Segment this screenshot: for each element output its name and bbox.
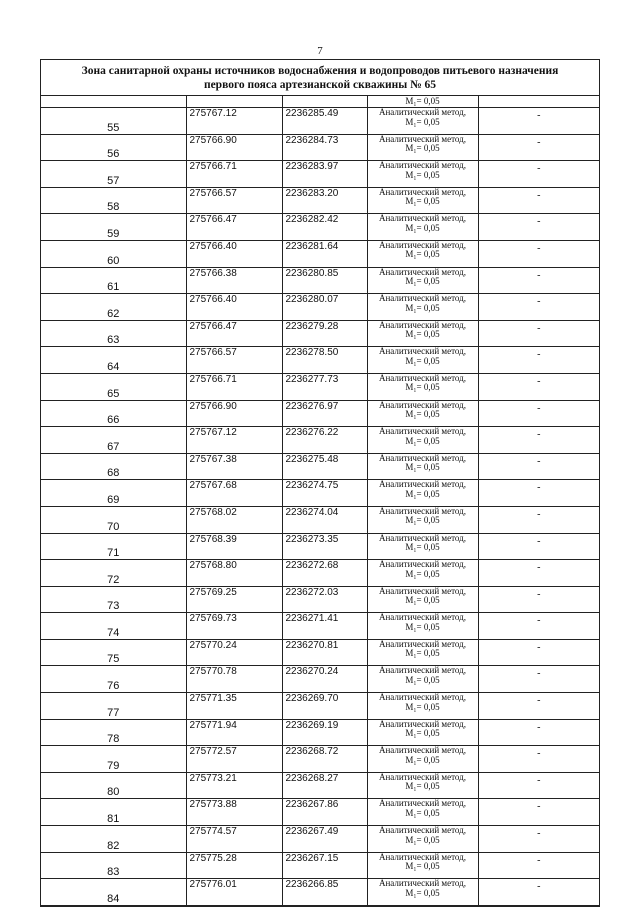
value-cell: - [478,560,599,587]
document-sheet [40,59,600,907]
coordinate-x: 275766.90 [186,400,282,427]
method-value: M₁= 0,05 [405,807,440,818]
table-row [41,852,599,879]
table-row [41,533,599,560]
coordinate-y: 2236273.35 [282,533,367,560]
method-name: Аналитический метод, [378,372,467,383]
method-value: M₁= 0,05 [405,861,440,872]
method-cell [367,240,478,267]
method-value: M₁= 0,05 [405,781,440,792]
coordinate-x: 275773.21 [186,772,282,799]
table-row [41,480,599,507]
method-name: Аналитический метод, [378,346,467,357]
table-row [41,294,599,321]
coordinate-y: 2236280.85 [282,267,367,294]
point-number: 77 [41,693,186,720]
value-cell: - [478,187,599,214]
table-row [41,134,599,161]
method-value: M₁= 0,05 [405,329,440,340]
coordinate-x: 275768.39 [186,533,282,560]
method-name: Аналитический метод, [378,745,467,756]
cell-empty [478,96,599,108]
value-cell: - [478,799,599,826]
method-cell [367,586,478,613]
method-name: Аналитический метод, [378,452,467,463]
method-name: Аналитический метод, [378,293,467,304]
coordinate-y: 2236272.03 [282,586,367,613]
method-name: Аналитический метод, [378,399,467,410]
value-cell: - [478,108,599,135]
method-cell [367,453,478,480]
method-cell [367,719,478,746]
method-value: M₁= 0,05 [405,754,440,765]
method-cell [367,693,478,720]
method-name: Аналитический метод, [378,718,467,729]
value-cell: - [478,161,599,188]
coordinate-y: 2236272.68 [282,560,367,587]
table-row [41,453,599,480]
coordinate-x: 275766.71 [186,373,282,400]
value-cell: - [478,480,599,507]
coordinate-x: 275766.57 [186,187,282,214]
coordinate-x: 275770.24 [186,639,282,666]
point-number: 58 [41,187,186,214]
table-row [41,879,599,906]
method-cell [367,427,478,454]
coordinate-x: 275768.02 [186,506,282,533]
value-cell: - [478,214,599,241]
method-value: M₁= 0,05 [405,355,440,366]
method-name: Аналитический метод, [378,559,467,570]
method-value: M₁= 0,05 [405,515,440,526]
method-value: M₁= 0,05 [405,169,440,180]
method-cell [367,134,478,161]
coordinate-y: 2236266.85 [282,879,367,906]
coordinate-x: 275775.28 [186,852,282,879]
method-name: Аналитический метод, [378,266,467,277]
method-name: Аналитический метод, [378,771,467,782]
point-number: 60 [41,240,186,267]
point-number: 57 [41,161,186,188]
value-cell: - [478,347,599,374]
coordinate-y: 2236270.24 [282,666,367,693]
point-number: 59 [41,214,186,241]
coordinate-x: 275766.57 [186,347,282,374]
method-name: Аналитический метод, [378,585,467,596]
coordinate-x: 275766.47 [186,320,282,347]
coordinate-x: 275770.78 [186,666,282,693]
coordinate-x: 275767.12 [186,427,282,454]
method-value: M₁= 0,05 [405,728,440,739]
point-number: 64 [41,347,186,374]
table-row [41,639,599,666]
coordinate-y: 2236267.86 [282,799,367,826]
method-cell [367,480,478,507]
method-cell [367,772,478,799]
value-cell: - [478,134,599,161]
value-cell: - [478,693,599,720]
coordinate-y: 2236274.75 [282,480,367,507]
method-cell [367,506,478,533]
point-number: 69 [41,480,186,507]
value-cell: - [478,400,599,427]
method-value: M₁= 0,05 [405,222,440,233]
method-name: Аналитический метод, [378,692,467,703]
method-name: Аналитический метод, [378,426,467,437]
coordinate-y: 2236283.97 [282,161,367,188]
table-row [41,693,599,720]
value-cell: - [478,879,599,906]
method-cell [367,187,478,214]
method-value: M₁= 0,05 [405,648,440,659]
method-cell [367,639,478,666]
method-value: M₁= 0,05 [405,435,440,446]
method-name: Аналитический метод, [378,638,467,649]
method-cell [367,533,478,560]
coordinate-y: 2236271.41 [282,613,367,640]
value-cell: - [478,772,599,799]
coordinate-y: 2236278.50 [282,347,367,374]
table-row [41,373,599,400]
method-name: Аналитический метод, [378,851,467,862]
method-cell [367,613,478,640]
method-name: Аналитический метод, [378,107,467,117]
point-number: 82 [41,826,186,853]
method-cell [367,347,478,374]
point-number: 68 [41,453,186,480]
coordinate-y: 2236276.97 [282,400,367,427]
coordinate-y: 2236274.04 [282,506,367,533]
value-cell: - [478,267,599,294]
table-row [41,586,599,613]
coordinate-x: 275769.25 [186,586,282,613]
method-value: M₁= 0,05 [405,568,440,579]
method-value: M₁= 0,05 [405,834,440,845]
coordinates-table [41,96,599,906]
coordinate-y: 2236267.15 [282,852,367,879]
coordinate-y: 2236267.49 [282,826,367,853]
coordinate-x: 275767.38 [186,453,282,480]
coordinate-y: 2236276.22 [282,427,367,454]
method-value: M₁= 0,05 [405,595,440,606]
coordinate-y: 2236284.73 [282,134,367,161]
method-name: Аналитический метод, [378,505,467,516]
method-value: M₁= 0,05 [405,382,440,393]
coordinate-y: 2236275.48 [282,453,367,480]
value-cell: - [478,453,599,480]
method-value: M₁= 0,05 [405,409,440,420]
method-value: M₁= 0,05 [405,302,440,313]
point-number: 55 [41,108,186,135]
coordinate-y: 2236285.49 [282,108,367,135]
table-row [41,240,599,267]
table-row [41,267,599,294]
value-cell: - [478,719,599,746]
value-cell: - [478,826,599,853]
method-value: M₁= 0,05 [405,143,440,154]
point-number: 66 [41,400,186,427]
method-cell [367,373,478,400]
table-row [41,347,599,374]
table-row [41,772,599,799]
method-cell [367,746,478,773]
value-cell: - [478,852,599,879]
method-cell [367,214,478,241]
method-cell [367,320,478,347]
point-number: 63 [41,320,186,347]
coordinate-x: 275771.94 [186,719,282,746]
method-cell [367,666,478,693]
table-row [41,427,599,454]
coordinate-y: 2236270.81 [282,639,367,666]
method-name: Аналитический метод, [378,878,467,889]
cell-empty [282,96,367,108]
method-cell [367,879,478,906]
method-cell [367,294,478,321]
table-row [41,214,599,241]
method-name: Аналитический метод, [378,186,467,197]
point-number: 70 [41,506,186,533]
point-number: 61 [41,267,186,294]
point-number: 84 [41,879,186,906]
value-cell: - [478,240,599,267]
coordinate-x: 275774.57 [186,826,282,853]
table-row [41,320,599,347]
coordinate-y: 2236269.19 [282,719,367,746]
method-name: Аналитический метод, [378,532,467,543]
table-row [41,826,599,853]
value-cell: - [478,533,599,560]
method-value: M₁= 0,05 [405,488,440,499]
method-value: M₁= 0,05 [405,462,440,473]
point-number: 76 [41,666,186,693]
coordinate-y: 2236277.73 [282,373,367,400]
table-row [41,746,599,773]
point-number: 71 [41,533,186,560]
point-number: 56 [41,134,186,161]
coordinate-x: 275768.80 [186,560,282,587]
point-number: 65 [41,373,186,400]
coordinate-y: 2236279.28 [282,320,367,347]
point-number: 74 [41,613,186,640]
value-cell: - [478,294,599,321]
method-name: Аналитический метод, [378,213,467,224]
method-name: Аналитический метод, [378,319,467,330]
method-value: M₁= 0,05 [405,276,440,287]
method-cell [367,400,478,427]
point-number: 79 [41,746,186,773]
value-cell: - [478,320,599,347]
method-name: Аналитический метод, [378,479,467,490]
table-row [41,719,599,746]
page-number: 7 [317,45,323,57]
method-name: Аналитический метод, [378,665,467,676]
method-cell [367,826,478,853]
coordinate-x: 275766.47 [186,214,282,241]
point-number: 80 [41,772,186,799]
method-value: M₁= 0,05 [405,674,440,685]
method-name: Аналитический метод, [378,798,467,809]
point-number: 73 [41,586,186,613]
table-row [41,560,599,587]
value-cell: - [478,506,599,533]
point-number: 72 [41,560,186,587]
coordinate-x: 275773.88 [186,799,282,826]
point-number: 75 [41,639,186,666]
continued-method-cell: M₁= 0,05 [367,96,478,108]
point-number: 81 [41,799,186,826]
table-title [41,60,599,96]
table-row [41,506,599,533]
method-value: M₁= 0,05 [405,196,440,207]
method-cell [367,108,478,135]
value-cell: - [478,427,599,454]
table-row [41,187,599,214]
method-name: Аналитический метод, [378,612,467,623]
value-cell: - [478,746,599,773]
table-row [41,613,599,640]
title-line-2: первого пояса артезианской скважины № 65 [203,79,437,91]
coordinate-x: 275776.01 [186,879,282,906]
coordinate-x: 275767.12 [186,108,282,135]
point-number: 78 [41,719,186,746]
table-row [41,400,599,427]
point-number: 62 [41,294,186,321]
coordinate-y: 2236280.07 [282,294,367,321]
method-name: Аналитический метод, [378,825,467,836]
cell-empty [186,96,282,108]
value-cell: - [478,373,599,400]
method-value: M₁= 0,05 [405,887,440,898]
coordinate-y: 2236269.70 [282,693,367,720]
coordinate-x: 275766.40 [186,240,282,267]
method-value: M₁= 0,05 [405,116,440,127]
method-name: Аналитический метод, [378,133,467,144]
method-cell [367,852,478,879]
method-cell [367,799,478,826]
coordinate-x: 275771.35 [186,693,282,720]
value-cell: - [478,613,599,640]
method-name: Аналитический метод, [378,239,467,250]
coordinate-x: 275766.38 [186,267,282,294]
value-cell: - [478,666,599,693]
coordinate-x: 275766.90 [186,134,282,161]
coordinate-x: 275766.71 [186,161,282,188]
coordinate-y: 2236281.64 [282,240,367,267]
coordinate-y: 2236268.27 [282,772,367,799]
continued-row [41,96,599,108]
method-value: M₁= 0,05 [405,249,440,260]
coordinate-y: 2236283.20 [282,187,367,214]
method-name: Аналитический метод, [378,160,467,171]
method-value: M₁= 0,05 [405,621,440,632]
cell-empty [41,96,186,108]
method-value: M₁= 0,05 [405,542,440,552]
method-value: M₁= 0,05 [405,701,440,712]
coordinate-y: 2236282.42 [282,214,367,241]
table-row [41,161,599,188]
table-row [41,799,599,826]
method-cell [367,161,478,188]
table-row [41,108,599,135]
coordinate-x: 275767.68 [186,480,282,507]
method-cell [367,560,478,587]
value-cell: - [478,586,599,613]
method-cell [367,267,478,294]
coordinate-x: 275766.40 [186,294,282,321]
point-number: 67 [41,427,186,454]
point-number: 83 [41,852,186,879]
table-row [41,666,599,693]
coordinate-x: 275772.57 [186,746,282,773]
coordinate-x: 275769.73 [186,613,282,640]
value-cell: - [478,639,599,666]
title-line-1: Зона санитарной охраны источников водоснабжения и водопроводов питьевого назначения [81,65,559,77]
coordinate-y: 2236268.72 [282,746,367,773]
